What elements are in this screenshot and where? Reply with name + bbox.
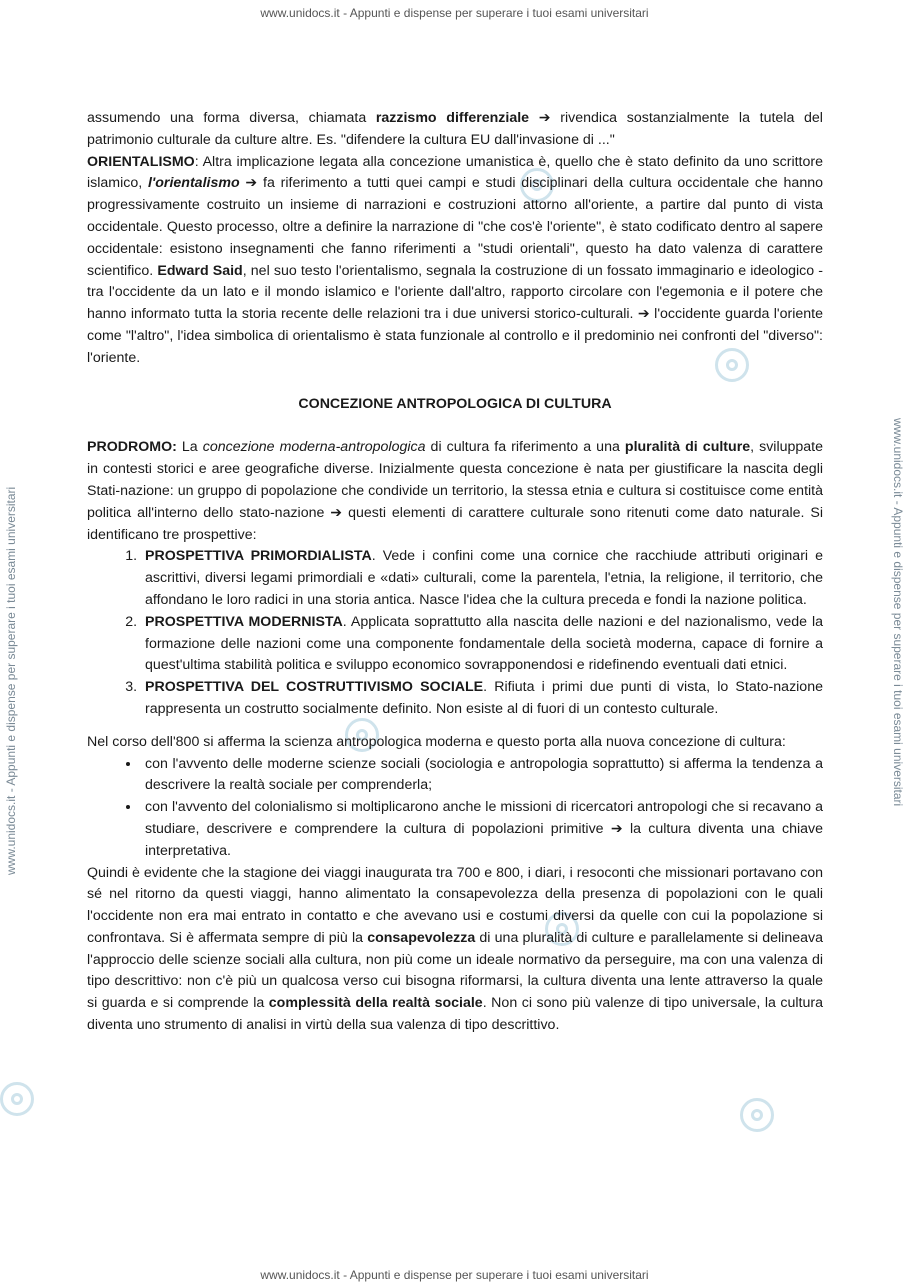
paragraph-prodromo: PRODROMO: La concezione moderna-antropologica di cultura fa riferimento a una pluralità di culture, sviluppate in contesti storici e aree geografiche diverse. Inizialmente questa concezione è nata per giustificare la nascita degli Stati-nazione: un gruppo di popolazione che condivide un territorio, la stessa etnia e cultura si costituisce come entità politica all'interno dello stato-nazione ➔ questi elementi di carattere culturale sono ritenuti come dato naturale. Si identificano tre prospettive:: [87, 439, 823, 543]
paragraph-quindi: Quindi è evidente che la stagione dei viaggi inaugurata tra 700 e 800, i diari, i resoconti che missionari portavano con sé nel ritorno da questi viaggi, hanno alimentato la consapevolezza della presenza di popolazioni con le quali l'occidente non era mai entrato in contatto e che avevano usi e costumi diversi da quelle con cui la popolazione si confrontava. Si è affermata sempre di più la consapevolezza di una pluralità di culture e parallelamente si delineava l'approccio delle scienze sociali alla cultura, non più come un ideale normativo da perseguire, ma con una valenza di tipo descrittivo: non c'è più un qualcosa verso cui bisogna riformarsi, la cultura diventa una lente attraverso la quale si guarda e si comprende la complessità della realtà sociale. Non ci sono più valenze di tipo universale, la cultura diventa uno strumento di analisi in virtù della sua valenza di tipo descrittivo.: [87, 864, 823, 1034]
list-item: 1. PROSPETTIVA PRIMORDIALISTA. Vede i confini come una cornice che racchiude attributi originari e ascrittivi, diversi legami primordiali e «dati» culturali, come la parentela, l'etnia, la religione, il territorio, che affondano le loro radici in una storia antica. Nasce l'idea che la cultura preceda e fondi la nazione politica.: [141, 546, 823, 611]
term-complessita-realta-sociale: complessità della realtà sociale: [268, 995, 483, 1012]
label-orientalismo: ORIENTALISMO: [87, 153, 195, 170]
section-title: CONCEZIONE ANTROPOLOGICA DI CULTURA: [298, 395, 612, 412]
watermark-logo-icon: [0, 1082, 34, 1116]
side-watermark-right: www.unidocs.it - Appunti e dispense per superare i tuoi esami universitari: [891, 418, 905, 807]
list-item: 3. PROSPETTIVA DEL COSTRUTTIVISMO SOCIALE. Rifiuta i primi due punti di vista, lo Stato-nazione rappresenta un costrutto socialmente definito. Non esiste al di fuori di un contesto culturale.: [141, 677, 823, 721]
watermark-logo-icon: [740, 1098, 774, 1132]
list-item: 2. PROSPETTIVA MODERNISTA. Applicata soprattutto alla nascita delle nazioni e del nazionalismo, vede la formazione delle nazioni come una componente fondamentale della società moderna, capace di fornire a quest'ultima stabilità politica e sviluppo economico sovrapponendosi e ridefinendo eventuali dati etnici.: [141, 612, 823, 677]
perspectives-list: [87, 546, 823, 720]
paragraph-orientalismo: ORIENTALISMO: Altra implicazione legata alla concezione umanistica è, quello che è stato definito da uno scrittore islamico, l'orientalismo ➔ fa riferimento a tutti quei campi e studi disciplinari della cultura occidentale che hanno progressivamente costruito un insieme di narrazioni e costruzioni attorno all'oriente, a partire dal punto di vista occidentale. Questo processo, oltre a definire la narrazione di "che cos'è l'oriente", è stato codificato dentro al sapere occidentale: esistono insegnamenti che fanno riferimenti a "studi orientali", questo ha dato valenza di carattere scientifico. Edward Said, nel suo testo l'orientalismo, segnala la costruzione di un fossato immaginario e ideologico - tra l'occidente da un lato e il mondo islamico e l'oriente dall'altro, rapporto circolare con l'egemonia e il potere che hanno informato tutta la storia recente delle relazioni tra i due universi storico-culturali. ➔ l'occidente guarda l'oriente come "l'altro", l'idea simbolica di orientalismo è stata funzionale al controllo e il predominio nei confronti del "diverso": l'oriente.: [87, 153, 823, 366]
list-item: • con l'avvento del colonialismo si moltiplicarono anche le missioni di ricercatori antropologi che si recavano a studiare, descrivere e comprendere la cultura di popolazioni primitive ➔ la cultura diventa una chiave interpretativa.: [141, 797, 823, 862]
term-razzismo-differenziale: razzismo differenziale: [375, 110, 530, 126]
author-edward-said: Edward Said: [157, 262, 243, 279]
document-body: [87, 108, 823, 1037]
term-pluralita-di-culture: pluralità di culture: [624, 439, 751, 456]
term-consapevolezza: consapevolezza: [367, 929, 476, 946]
paragraph-razzismo: assumendo una forma diversa, chiamata razzismo differenziale ➔ rivendica sostanzialmente la tutela del patrimonio culturale da culture altre. Es. "difendere la cultura EU dall'invasione di ...": [87, 110, 823, 148]
paragraph-ottocento: Nel corso dell'800 si afferma la scienza antropologica moderna e questo porta alla nuova concezione di cultura:: [87, 733, 786, 750]
page-footer-watermark: www.unidocs.it - Appunti e dispense per superare i tuoi esami universitari: [260, 1268, 649, 1282]
list-item: • con l'avvento delle moderne scienze sociali (sociologia e antropologia soprattutto) si afferma la tendenza a descrivere la realtà sociale per comprenderla;: [141, 754, 823, 798]
page-header-watermark: www.unidocs.it - Appunti e dispense per superare i tuoi esami universitari: [260, 6, 649, 20]
bullet-list: [87, 754, 823, 863]
term-orientalismo: l'orientalismo: [147, 175, 240, 192]
label-prodromo: PRODROMO:: [87, 439, 177, 456]
side-watermark-left: www.unidocs.it - Appunti e dispense per superare i tuoi esami universitari: [4, 486, 18, 875]
